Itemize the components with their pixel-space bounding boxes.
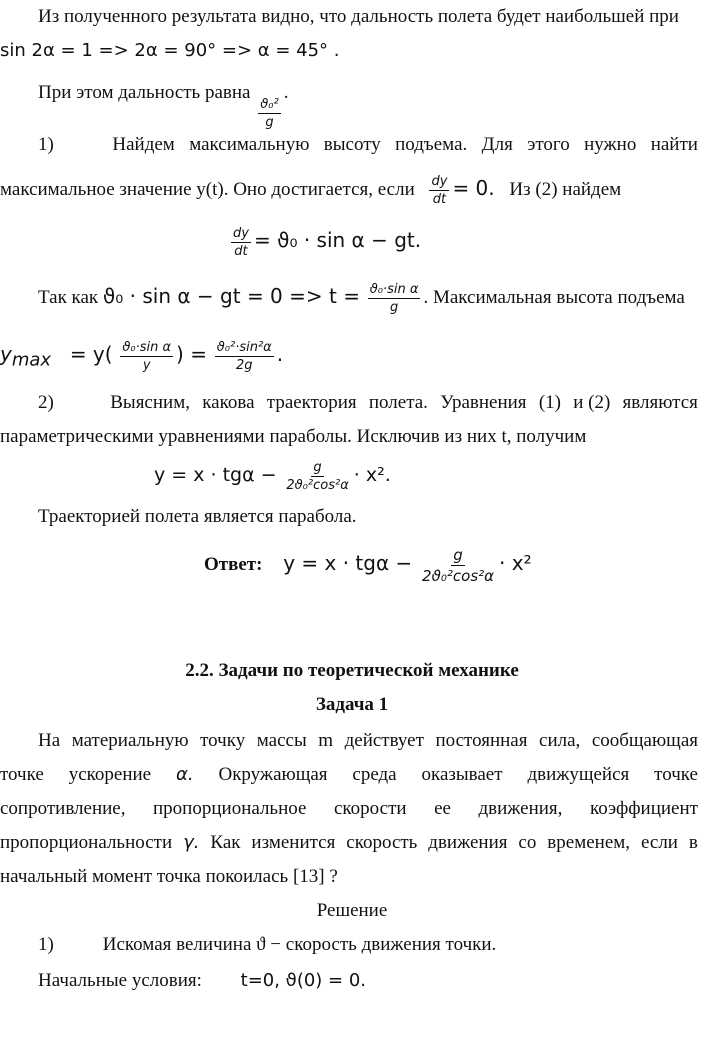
fraction-numerator: dy [233,226,249,241]
word: изменится [251,832,336,853]
item1-line1 [38,134,698,156]
word: скорости [333,798,407,819]
word: постоянная [435,730,528,751]
trajectory-formula [154,460,704,493]
initial-conditions [38,970,704,992]
word: движения, [478,798,563,819]
trajectory-fraction [284,460,350,493]
item-number: 2) [38,392,54,413]
word: пропорциональное [153,798,307,819]
solution-title: Решение [316,900,388,921]
formula-sin2a [0,40,704,62]
formula-text: ϑ₀ · sin α − gt = 0 => t = [102,283,360,308]
fraction-denominator: 2ϑ₀²cos²α [422,567,495,585]
time-fraction [368,282,421,315]
word: сообщающая [591,730,698,751]
word: временем, [547,832,631,853]
paragraph-text: Искомая величина ϑ − скорость движения точки. [102,934,497,955]
word: ее [434,798,451,819]
word: Окружающая [218,764,328,785]
word: Уравнения [440,392,527,413]
solution-item1 [38,934,704,956]
fraction-denominator: 2g [235,358,253,373]
initial-value: t=0, ϑ(0) = 0. [240,970,367,991]
time-paragraph [38,282,704,315]
word: скорость [346,832,418,853]
word: среда [352,764,397,785]
word: траектория [266,392,357,413]
paragraph-text: Так как [38,286,99,308]
word: ускорение [68,764,152,785]
word: массы [256,730,307,751]
equals-zero: = 0. [452,175,495,200]
task-line3 [0,798,698,820]
range-fraction [258,97,280,130]
word: точке [0,764,44,785]
ymax-fraction-2 [215,340,274,373]
word: пропорциональности [0,832,173,853]
paragraph-line: Из полученного результата видно, что дальность полета будет наибольшей при [38,6,679,27]
item2-line1 [38,392,698,414]
fraction-numerator: ϑ₀² [260,97,279,112]
word: и (2) [573,392,611,413]
initial-label: Начальные условия: [38,970,202,991]
item2-line2: параметрическими уравнениями параболы. Исключив из них t, получим [0,426,587,447]
word: Для [481,134,513,155]
word: сопротивление, [0,798,126,819]
formula-text: = y( [69,341,113,366]
word: движущейся [527,764,630,785]
formula-text: · x² [499,550,532,575]
word: γ. [183,832,200,853]
word: являются [622,392,698,413]
paragraph-text: При этом дальность равна [38,82,251,103]
conclusion-text: Траекторией полета является парабола. [38,506,357,527]
word: материальную [71,730,189,751]
word: α. [176,764,194,785]
word: движения [428,832,508,853]
ymax-fraction-1 [120,340,173,373]
task-line5: начальный момент точка покоилась [13] ? [0,866,338,887]
word: На [38,730,61,751]
fraction-numerator: ϑ₀·sin α [369,282,419,297]
paragraph-text: . Максимальная высота подъема [423,286,685,308]
paragraph-text: максимальное значение y(t). Оно достигается, если [0,178,415,200]
word: оказывает [421,764,503,785]
word: какова [202,392,255,413]
word: высоту [323,134,381,155]
word: в [688,832,698,853]
formula-text: y = x · tgα − [283,550,413,575]
word: Найдем [112,134,175,155]
ymax-subscript: max [11,349,52,371]
ymax-symbol: y [0,341,12,366]
word: Выясним, [110,392,190,413]
section-title: 2.2. Задачи по теоретической механике [185,660,519,681]
word: (1) [538,392,561,413]
fraction-numerator: g [313,460,322,475]
ymax-formula [0,340,704,373]
fraction-numerator: dy [431,174,448,189]
fraction-numerator: ϑ₀²·sin²α [216,340,272,355]
task-line4 [0,832,698,854]
word: максимальную [189,134,310,155]
period: . [283,82,289,103]
word: полета. [368,392,428,413]
item-number: 1) [38,134,54,155]
item1-line2 [0,174,704,207]
word: коэффициент [589,798,698,819]
velocity-formula [228,226,704,259]
fraction-denominator: dt [432,192,447,207]
word: точке [654,764,698,785]
fraction-denominator: g [389,300,399,315]
answer-fraction [420,546,496,585]
fraction-denominator: 2ϑ₀²cos²α [286,478,349,493]
task-line2 [0,764,698,786]
fraction-numerator: g [453,546,463,564]
formula-text: · x². [353,463,391,486]
formula-text: ) = [176,341,207,366]
fraction-numerator: ϑ₀·sin α [122,340,172,355]
dy-dt-fraction [429,174,449,207]
paragraph-text: Из (2) найдем [509,178,622,200]
word: Как [210,832,241,853]
item-number: 1) [38,934,54,955]
fraction-denominator: dt [234,244,248,259]
answer-line [204,546,704,585]
formula-text: sin 2α = 1 => 2α = 90° => α = 45° . [0,40,340,61]
period: . [276,341,284,366]
formula-text: y = x · tgα − [154,463,277,486]
dy-dt-fraction [231,226,251,259]
fraction-denominator: g [265,115,274,130]
word: этого [527,134,570,155]
word: если [640,832,678,853]
word: нужно [584,134,637,155]
formula-rhs: = ϑ₀ · sin α − gt. [253,227,422,252]
word: найти [650,134,698,155]
word: со [518,832,537,853]
answer-label: Ответ: [204,553,263,575]
word: точку [200,730,246,751]
task-title: Задача 1 [315,694,389,715]
word: действует [344,730,424,751]
range-paragraph [38,82,704,130]
word: m [318,730,334,751]
fraction-denominator: y [142,358,151,373]
task-line1 [38,730,698,752]
word: подъема. [395,134,468,155]
word: сила, [539,730,581,751]
